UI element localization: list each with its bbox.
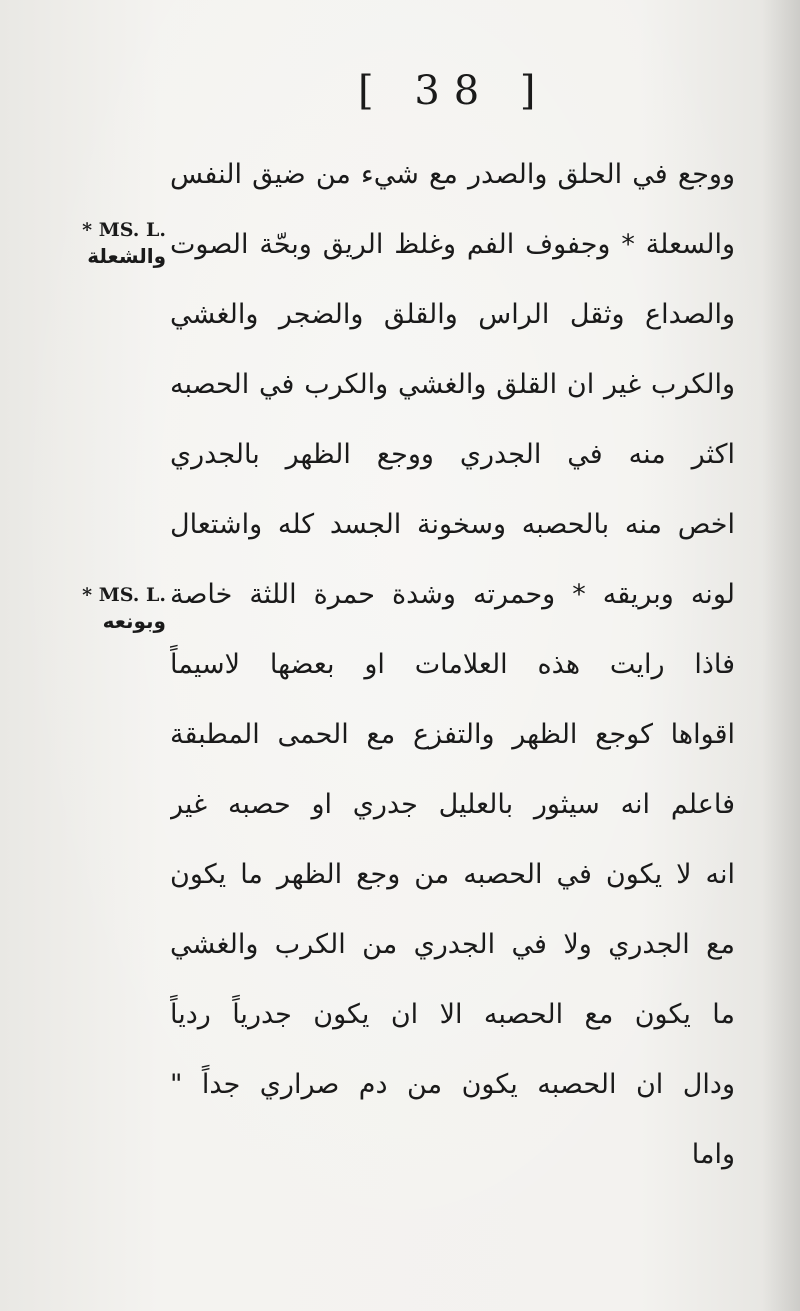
text-line: اخص منه بالحصبه وسخونة الجسد كله واشتعال — [170, 509, 735, 540]
margin-note-text: والشعلة — [87, 244, 166, 268]
body-text — [170, 140, 735, 1190]
text-line: اكثر منه في الجدري ووجع الظهر بالجدري — [170, 439, 735, 470]
page-number: [ 38 ] — [358, 68, 550, 114]
text-line: والكرب غير ان القلق والغشي والكرب في الحصبه — [170, 369, 735, 400]
text-line: فاعلم انه سيثور بالعليل جدري او حصبه غير — [170, 789, 735, 820]
text-line: لونه وبريقه * وحمرته وشدة حمرة اللثة خاصة — [170, 579, 735, 610]
margin-note-2 — [56, 583, 166, 635]
text-line: انه لا يكون في الحصبه من وجع الظهر ما يكون — [170, 859, 735, 890]
text-line: ووجع في الحلق والصدر مع شيء من ضيق النفس — [170, 159, 735, 190]
text-line: اقواها كوجع الظهر والتفزع مع الحمى المطبقة — [170, 719, 735, 750]
page-edge-shadow — [762, 0, 800, 1311]
margin-note-1 — [56, 218, 166, 270]
text-line: فاذا رايت هذه العلامات او بعضها لاسيماً — [170, 649, 735, 680]
text-line: والصداع وثقل الراس والقلق والضجر والغشي — [170, 299, 735, 330]
margin-note-ref: * MS. L. — [82, 584, 166, 606]
catchword: واما — [691, 1139, 735, 1170]
text-line: ما يكون مع الحصبه الا ان يكون جدرياً ردياً — [170, 999, 735, 1030]
text-line: ودال ان الحصبه يكون من دم صراري جداً " — [170, 1069, 735, 1100]
text-line: مع الجدري ولا في الجدري من الكرب والغشي — [170, 929, 735, 960]
margin-note-ref: * MS. L. — [82, 219, 166, 241]
text-line: والسعلة * وجفوف الفم وغلظ الريق وبحّة الصوت — [170, 229, 735, 260]
margin-note-text: وبونعه — [102, 609, 166, 633]
